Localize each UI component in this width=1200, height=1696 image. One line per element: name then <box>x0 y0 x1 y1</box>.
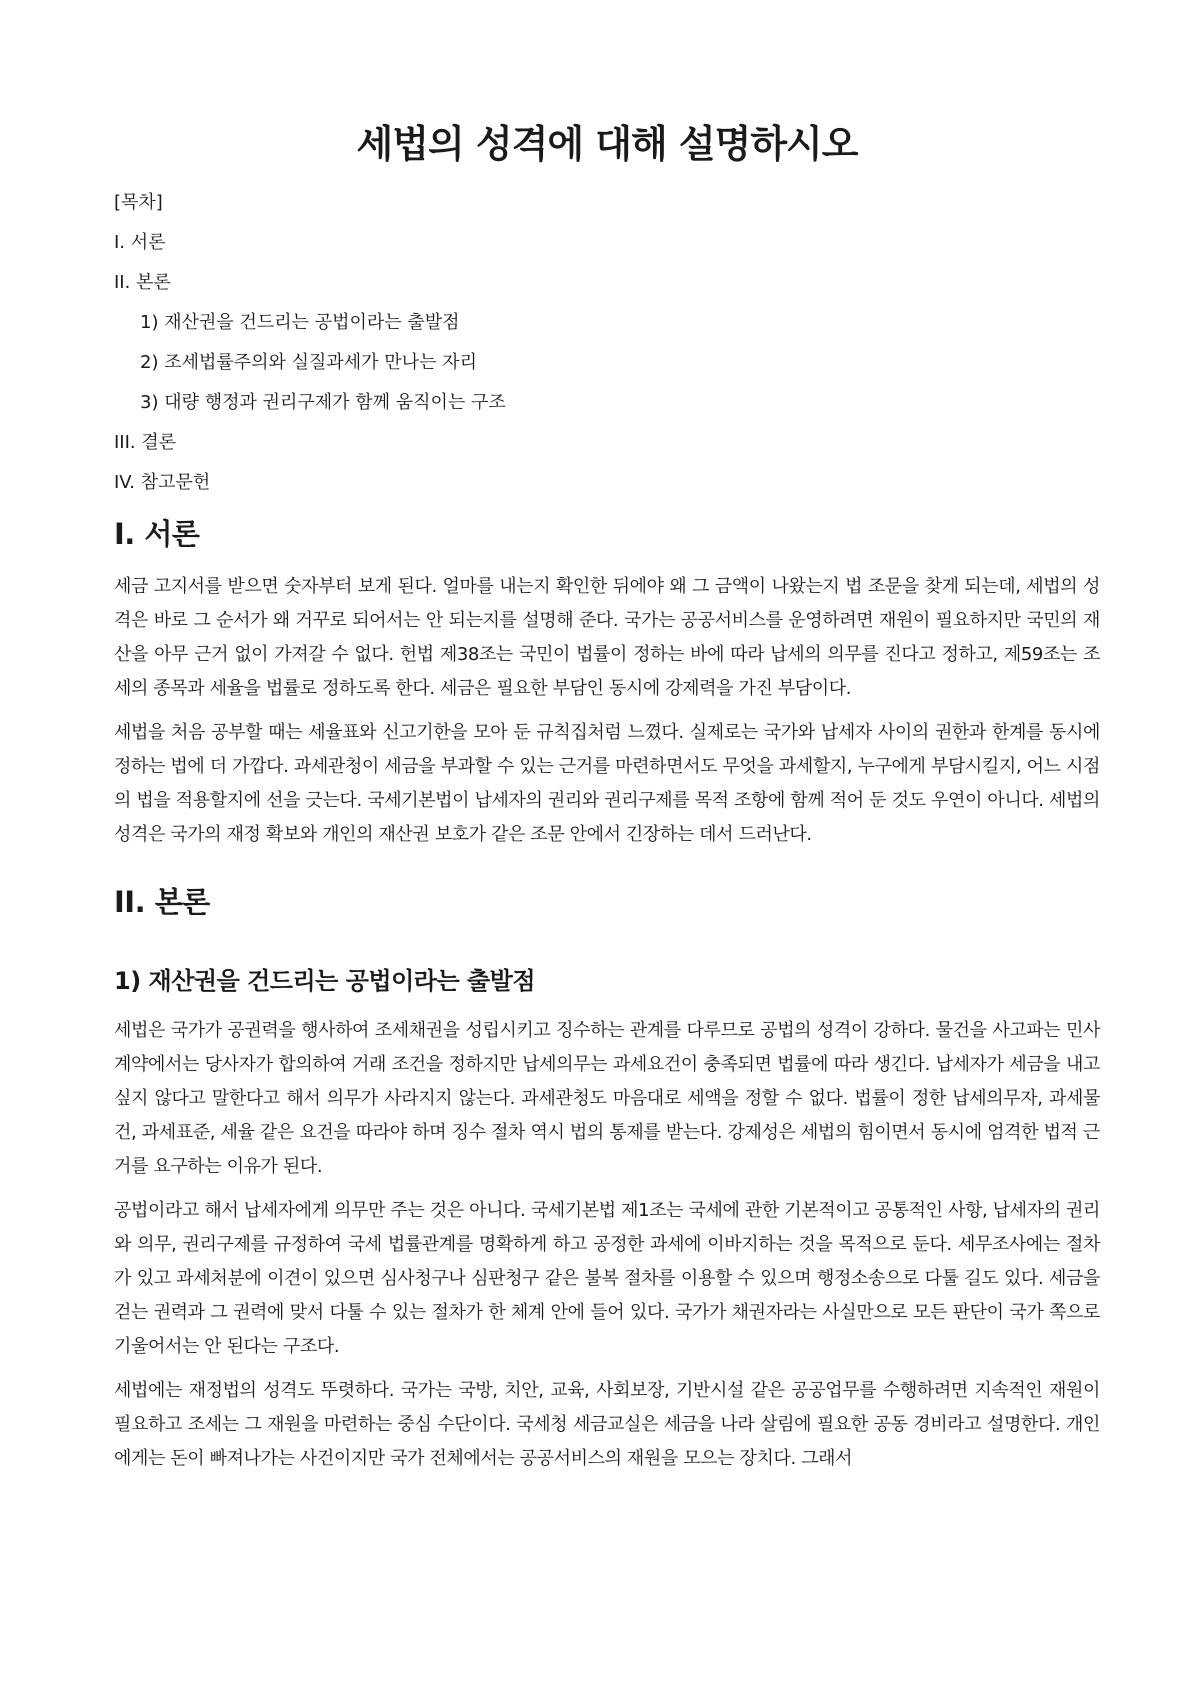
body-paragraph: 세법은 국가가 공권력을 행사하여 조세채권을 성립시키고 징수하는 관계를 다루므로 공법의 성격이 강하다. 물건을 사고파는 민사계약에서는 당사자가 합의하여 거래 조건을 정하지만 납세의무는 과세요건이 충족되면 법률에 따라 생긴다. 납세자가 세금을 내고 싶지 않다고 말한다고 해서 의무가 사라지지 않는다. 과세관청도 마음대로 세액을 정할 수 없다. 법률이 정한 납세의무자, 과세물건, 과세표준, 세율 같은 요건을 따라야 하며 징수 절차 역시 법의 통제를 받는다. 강제성은 세법의 힘이면서 동시에 엄격한 법적 근거를 요구하는 이유가 된다. <box>114 1020 1100 1177</box>
toc-subitem-1: 1) 재산권을 건드리는 공법이라는 출발점 <box>140 312 460 333</box>
toc-item-body: II. 본론 <box>114 272 171 293</box>
toc-heading: [목차] <box>114 192 163 213</box>
toc-subitem-2: 2) 조세법률주의와 실질과세가 만나는 자리 <box>140 352 477 373</box>
toc-subitem-3: 3) 대량 행정과 권리구제가 함께 움직이는 구조 <box>140 392 506 413</box>
document-title: 세법의 성격에 대해 설명하시오 <box>356 122 858 166</box>
body-paragraph: 세법에는 재정법의 성격도 뚜렷하다. 국가는 국방, 치안, 교육, 사회보장, 기반시설 같은 공공업무를 수행하려면 지속적인 재원이 필요하고 조세는 그 재원을 마련하는 중심 수단이다. 국세청 세금교실은 세금을 나라 살림에 필요한 공동 경비라고 설명한다. 개인에게는 돈이 빠져나가는 사건이지만 국가 전체에서는 공공서비스의 재원을 모으는 장치다. 그래서 <box>114 1380 1100 1469</box>
subsection-heading-1: 1) 재산권을 건드리는 공법이라는 출발점 <box>114 967 536 995</box>
intro-paragraph: 세금 고지서를 받으면 숫자부터 보게 된다. 얼마를 내는지 확인한 뒤에야 왜 그 금액이 나왔는지 법 조문을 찾게 되는데, 세법의 성격은 바로 그 순서가 왜 거꾸로 되어서는 안 되는지를 설명해 준다. 국가는 공공서비스를 운영하려면 재원이 필요하지만 국민의 재산을 아무 근거 없이 가져갈 수 없다. 헌법 제38조는 국민이 법률이 정하는 바에 따라 납세의 의무를 진다고 정하고, 제59조는 조세의 종목과 세율을 법률로 정하도록 한다. 세금은 필요한 부담인 동시에 강제력을 가진 부담이다. <box>114 576 1100 699</box>
intro-paragraph: 세법을 처음 공부할 때는 세율표와 신고기한을 모아 둔 규칙집처럼 느꼈다. 실제로는 국가와 납세자 사이의 권한과 한계를 동시에 정하는 법에 더 가깝다. 과세관청이 세금을 부과할 수 있는 근거를 마련하면서도 무엇을 과세할지, 누구에게 부담시킬지, 어느 시점의 법을 적용할지에 선을 긋는다. 국세기본법이 납세자의 권리와 권리구제를 목적 조항에 함께 적어 둔 것도 우연이 아니다. 세법의 성격은 국가의 재정 확보와 개인의 재산권 보호가 같은 조문 안에서 긴장하는 데서 드러난다. <box>114 722 1100 845</box>
table-of-contents <box>114 190 1100 496</box>
section-heading-body: II. 본론 <box>114 885 210 919</box>
body-paragraph: 공법이라고 해서 납세자에게 의무만 주는 것은 아니다. 국세기본법 제1조는 국세에 관한 기본적이고 공통적인 사항, 납세자의 권리와 의무, 권리구제를 규정하여 국세 법률관계를 명확하게 하고 공정한 과세에 이바지하는 것을 목적으로 둔다. 세무조사에는 절차가 있고 과세처분에 이견이 있으면 심사청구나 심판청구 같은 불복 절차를 이용할 수 있으며 행정소송으로 다툴 길도 있다. 세금을 걷는 권력과 그 권력에 맞서 다툴 수 있는 절차가 한 체계 안에 들어 있다. 국가가 채권자라는 사실만으로 모든 판단이 국가 쪽으로 기울어서는 안 된다는 구조다. <box>114 1200 1100 1357</box>
toc-item-conclusion: III. 결론 <box>114 432 177 453</box>
section-heading-introduction: I. 서론 <box>114 517 200 551</box>
toc-item-introduction: I. 서론 <box>114 232 166 253</box>
toc-item-references: IV. 참고문헌 <box>114 472 211 493</box>
